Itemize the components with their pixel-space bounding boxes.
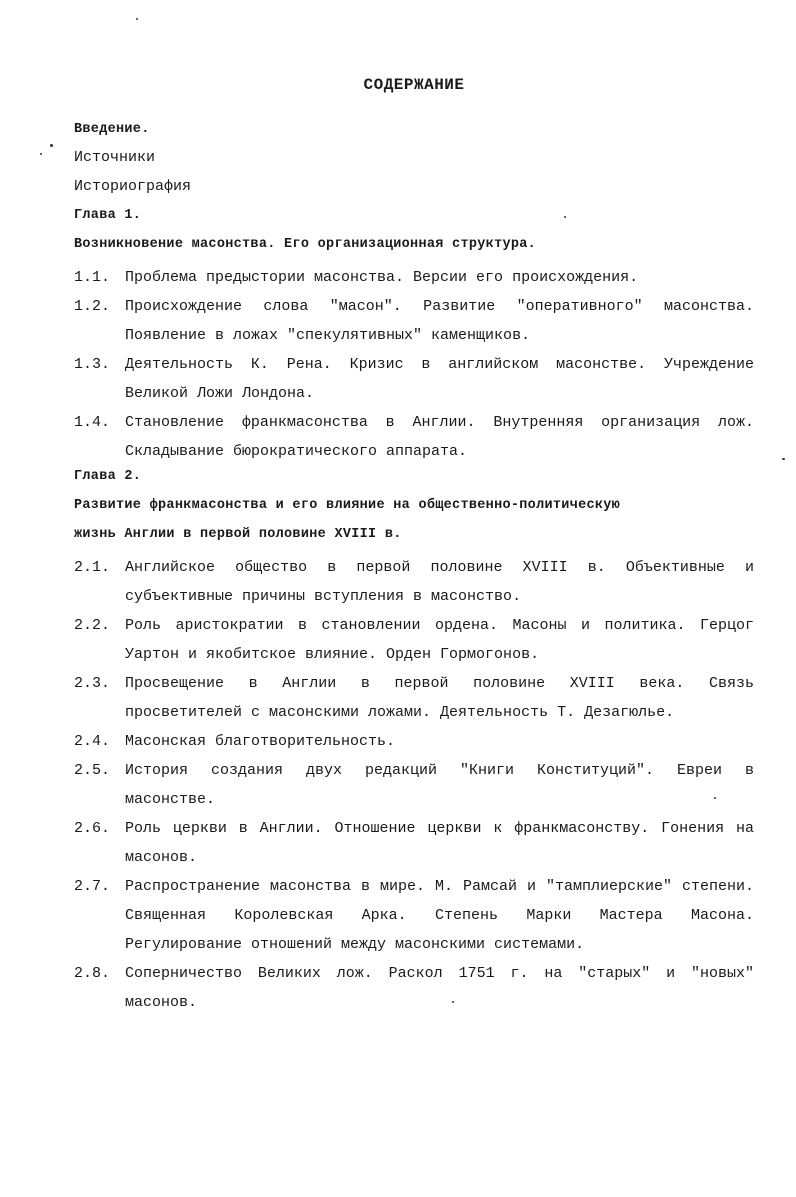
- historiography-line: Историография: [74, 178, 192, 195]
- entry-text: Роль церкви в Англии. Отношение церкви к франкмасонству. Гонения на масонов.: [125, 820, 754, 866]
- entry-number: 2.3.: [74, 675, 111, 692]
- entry-text: Соперничество Великих лож. Раскол 1751 г. на "старых" и "новых" масонов.: [125, 965, 754, 1011]
- entry-text: История создания двух редакций "Книги Конституций". Евреи в масонстве.: [125, 762, 754, 808]
- entry-text: Просвещение в Англии в первой половине XVIII века. Связь просветителей с масонскими ложами. Деятельность Т. Дезагюлье.: [125, 675, 754, 721]
- entry-number: 2.4.: [74, 733, 111, 750]
- entry-number: 2.8.: [74, 965, 111, 982]
- entry-text: Распространение масонства в мире. М. Рамсай и "тамплиерские" степени. Священная Королевская Арка. Степень Марки Мастера Масона. Регулирование отношений между масонскими системами.: [125, 878, 754, 953]
- toc-entry-1-1: [74, 263, 754, 292]
- scan-speck: [136, 18, 138, 20]
- entry-number: 1.4.: [74, 414, 111, 431]
- entry-number: 2.7.: [74, 878, 111, 895]
- entry-number: 2.5.: [74, 762, 111, 779]
- page-title: СОДЕРЖАНИЕ: [363, 76, 465, 94]
- chapter-1-heading: Возникновение масонства. Его организационная структура.: [74, 237, 537, 252]
- toc-entry-2-6: [74, 814, 754, 872]
- toc-entry-2-4: [74, 727, 754, 756]
- entry-number: 2.2.: [74, 617, 111, 634]
- entry-text: Масонская благотворительность.: [125, 733, 396, 750]
- toc-entry-1-4: [74, 408, 754, 466]
- entry-text: Становление франкмасонства в Англии. Внутренняя организация лож. Складывание бюрократического аппарата.: [125, 414, 754, 460]
- entry-text: Роль аристократии в становлении ордена. Масоны и политика. Герцог Уартон и якобитское влияние. Орден Гормогонов.: [125, 617, 754, 663]
- chapter-2-heading-line-1: Развитие франкмасонства и его влияние на общественно-политическую: [74, 498, 621, 513]
- scan-speck: [782, 458, 785, 460]
- entry-number: 1.3.: [74, 356, 111, 373]
- entry-text: Деятельность К. Рена. Кризис в английском масонстве. Учреждение Великой Ложи Лондона.: [125, 356, 754, 402]
- toc-entry-1-2: [74, 292, 754, 350]
- sources-line: Источники: [74, 149, 156, 166]
- intro-heading: Введение.: [74, 122, 150, 137]
- toc-entry-2-3: [74, 669, 754, 727]
- entry-number: 2.6.: [74, 820, 111, 837]
- scan-speck: [40, 153, 42, 155]
- entry-text: Проблема предыстории масонства. Версии его происхождения.: [125, 269, 639, 286]
- toc-entry-2-1: [74, 553, 754, 611]
- chapter-1-label: Глава 1.: [74, 208, 142, 223]
- entry-text: Происхождение слова "масон". Развитие "оперативного" масонства. Появление в ложах "спекулятивных" каменщиков.: [125, 298, 754, 344]
- entry-number: 1.1.: [74, 269, 111, 286]
- entry-number: 2.1.: [74, 559, 111, 576]
- scan-speck: [452, 1001, 454, 1003]
- toc-entry-2-8: [74, 959, 754, 1017]
- toc-entry-2-2: [74, 611, 754, 669]
- entry-text: Английское общество в первой половине XVIII в. Объективные и субъективные причины вступления в масонство.: [125, 559, 754, 605]
- toc-entry-1-3: [74, 350, 754, 408]
- scan-speck: [50, 144, 53, 147]
- toc-entry-2-7: [74, 872, 754, 959]
- toc-entry-2-5: [74, 756, 754, 814]
- chapter-2-label: Глава 2.: [74, 469, 142, 484]
- chapter-2-heading-line-2: жизнь Англии в первой половине XVIII в.: [74, 527, 402, 542]
- scan-speck: [714, 797, 716, 799]
- entry-number: 1.2.: [74, 298, 111, 315]
- scan-speck: [564, 216, 566, 218]
